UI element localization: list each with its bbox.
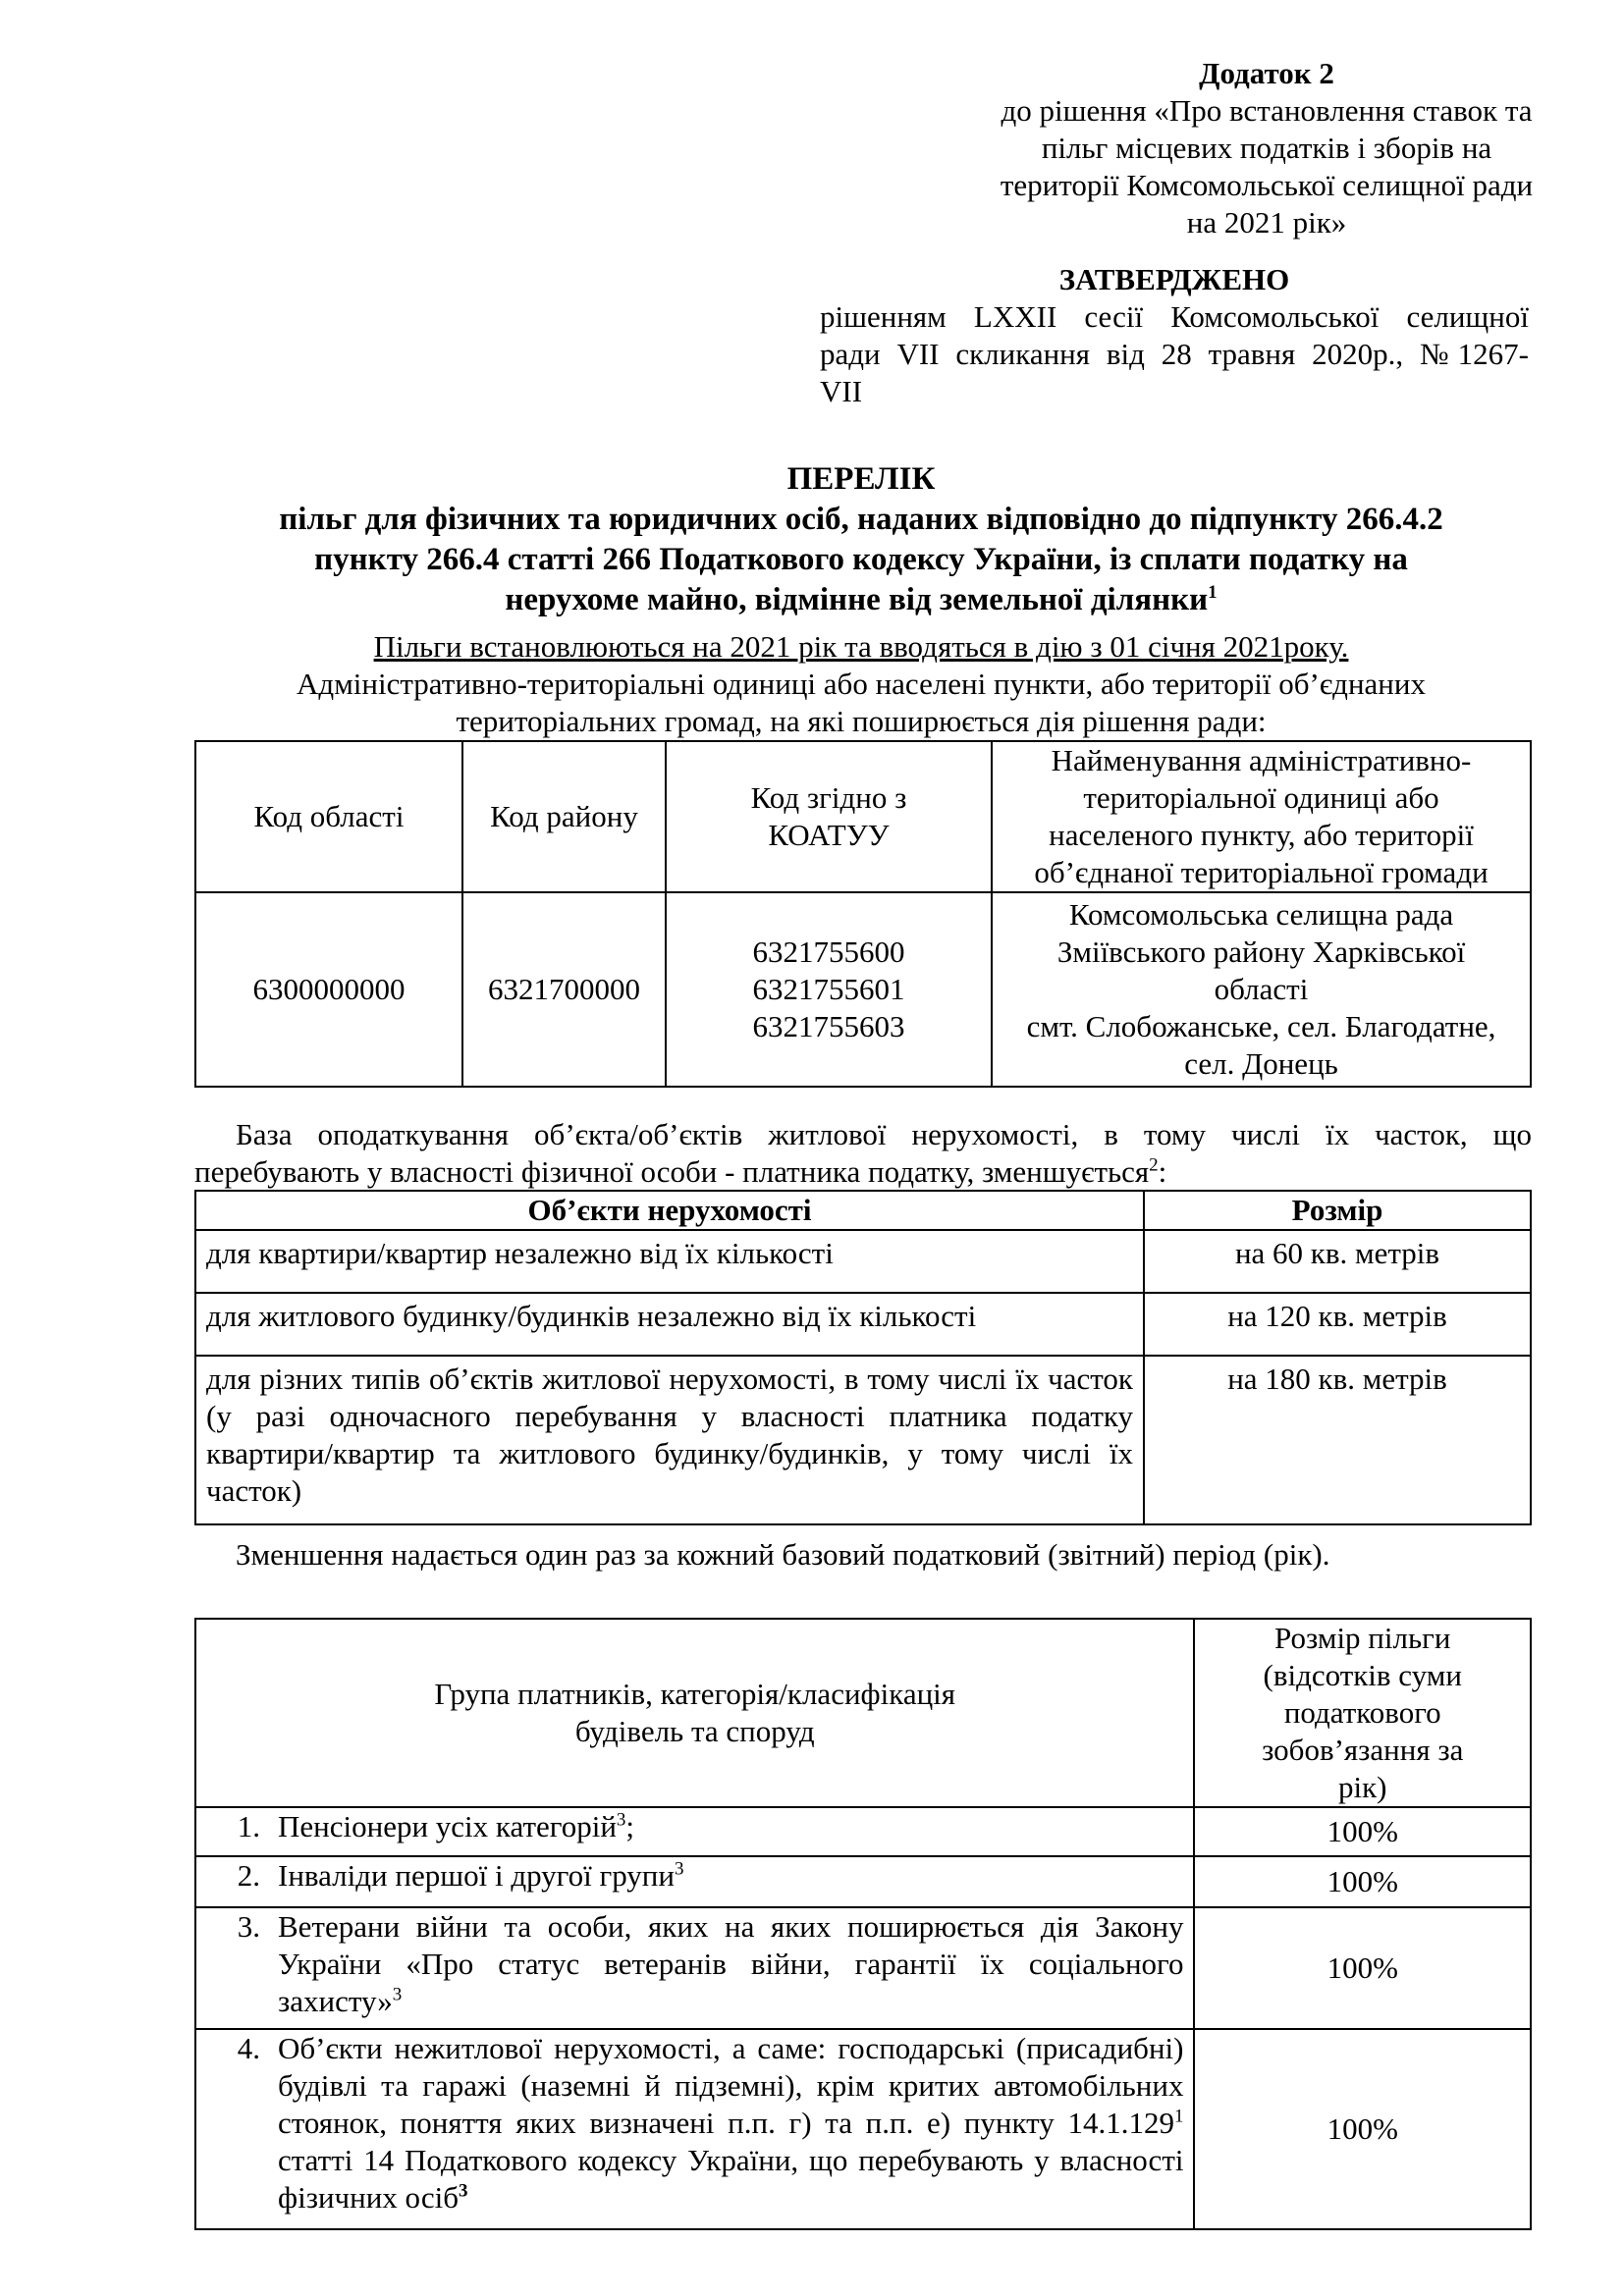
header-district-code: Код району	[462, 741, 666, 892]
property-table	[194, 1190, 1532, 1525]
title-line: пункту 266.4 статті 266 Податкового кодексу України, із сплати податку на	[314, 542, 1408, 577]
row-text: Об’єкти нежитлової нерухомості, а саме: господарські (присадибні) будівлі та гаражі (наземні й підземні), крім критих автомобільних стоянок, поняття яких визначені п.п. г) та п.п. е) пункту 14.1.129	[278, 2031, 1184, 2140]
appendix-title: Додаток 2	[1199, 56, 1334, 90]
table-row	[195, 1230, 1531, 1293]
footnote-mark: 3	[616, 1809, 626, 1831]
district-code: 6321700000	[462, 892, 666, 1087]
approved-block	[820, 261, 1529, 410]
benefit-value: 100%	[1194, 1807, 1531, 1856]
table-row	[195, 1356, 1531, 1524]
benefit-value: 100%	[1194, 1907, 1531, 2029]
row-description	[270, 2029, 1194, 2229]
table-row	[195, 1856, 1531, 1907]
approved-line: ради VII скликання від 28 травня 2020р., №1267-	[820, 337, 1529, 371]
title-heading: ПЕРЕЛІК	[786, 461, 936, 497]
property-object: для квартири/квартир незалежно від їх кількості	[195, 1230, 1144, 1293]
table-row	[195, 1807, 1531, 1856]
header-unit-name: Найменування адміністративно-територіальної одиниці або населеного пункту, або території об’єднаної територіальної громади	[992, 741, 1531, 892]
title-line: нерухоме майно, відмінне від земельної ділянки	[505, 582, 1209, 617]
header-region-code: Код області	[195, 741, 462, 892]
approved-line: рішенням LXXII сесії Комсомольської селищної	[820, 299, 1529, 334]
benefits-table-header	[195, 1619, 1531, 1807]
region-code: 6300000000	[195, 892, 462, 1087]
base-text	[194, 1116, 1532, 1191]
footnote-mark: 1	[1173, 2106, 1184, 2127]
document-title	[147, 459, 1575, 620]
appendix-block	[962, 55, 1571, 241]
property-size: на 180 кв. метрів	[1144, 1356, 1531, 1524]
row-text: Пенсіонери усіх категорій	[278, 1809, 617, 1843]
unit-name	[992, 892, 1531, 1087]
property-object: для житлового будинку/будинків незалежно від їх кількості	[195, 1293, 1144, 1356]
table-row	[195, 892, 1531, 1087]
footnote-mark: 2	[1149, 1154, 1159, 1176]
benefits-table	[194, 1618, 1532, 2230]
unit-name-line: смт. Слобожанське, сел. Благодатне,	[1026, 1009, 1496, 1043]
row-tail: статті 14 Податкового кодексу України, що перебувають у власності фізичних осіб	[278, 2143, 1184, 2215]
property-table-header	[195, 1191, 1531, 1230]
validity-text	[147, 628, 1575, 666]
reduction-note: Зменшення надається один раз за кожний базовий податковий (звітний) період (рік).	[236, 1537, 1330, 1572]
appendix-line: до рішення «Про встановлення ставок та	[1001, 93, 1533, 128]
footnote-mark: 3	[392, 1984, 403, 2005]
row-tail: ;	[625, 1809, 635, 1843]
unit-name-line: Комсомольська селищна рада	[1068, 897, 1454, 932]
territory-intro	[147, 666, 1575, 740]
territory-table-header	[195, 741, 1531, 892]
base-text-tail: :	[1158, 1154, 1167, 1189]
table-row	[195, 1293, 1531, 1356]
row-text: Ветерани війни та особи, яких на яких поширюється дія Закону України «Про статус ветеранів війни, гарантії їх соціального захисту»	[278, 1909, 1184, 2018]
header-size: Розмір	[1144, 1191, 1531, 1230]
appendix-line: на 2021 рік»	[1186, 205, 1347, 240]
property-object: для різних типів об’єктів житлової нерухомості, в тому числі їх часток (у разі одночасного перебування у власності платника податку квартири/квартир та житлового будинку/будинків, у тому числі їх часток)	[195, 1356, 1144, 1524]
koatuu-code: 6321755601	[752, 972, 905, 1006]
title-line-last	[147, 580, 1575, 620]
base-text-line: База оподаткування об’єкта/об’єктів житлової нерухомості, в тому числі їх часток, що	[236, 1117, 1532, 1151]
approved-title: ЗАТВЕРДЖЕНО	[1058, 262, 1290, 296]
base-text-line: перебувають у власності фізичної особи - платника податку, зменшується	[194, 1154, 1150, 1189]
header-payer-group: Група платників, категорія/класифікація будівель та споруд	[195, 1619, 1194, 1807]
table-row	[195, 1907, 1531, 2029]
koatuu-codes	[666, 892, 992, 1087]
property-size: на 120 кв. метрів	[1144, 1293, 1531, 1356]
title-line: пільг для фізичних та юридичних осіб, наданих відповідно до підпункту 266.4.2	[279, 502, 1443, 537]
footnote-mark: 3	[674, 1858, 684, 1880]
base-text-line-2	[194, 1153, 1532, 1191]
footnote-mark: 3	[458, 2180, 468, 2202]
territory-intro-line: територіальних громад, на які поширюється дія рішення ради:	[456, 704, 1267, 738]
benefit-value: 100%	[1194, 2029, 1531, 2229]
row-text: Інваліди першої і другої групи	[278, 1858, 675, 1893]
property-size: на 60 кв. метрів	[1144, 1230, 1531, 1293]
unit-name-line: області	[1214, 972, 1309, 1006]
appendix-line: пільг місцевих податків і зборів на	[1041, 131, 1492, 165]
row-description	[270, 1856, 1194, 1907]
koatuu-code: 6321755600	[752, 934, 905, 969]
benefit-value: 100%	[1194, 1856, 1531, 1907]
appendix-line: території Комсомольської селищної ради	[1000, 168, 1534, 202]
header-objects: Об’єкти нерухомості	[195, 1191, 1144, 1230]
row-number: 1.	[195, 1807, 270, 1856]
approved-line: VII	[820, 374, 863, 408]
header-koatuu: Код згідно з КОАТУУ	[666, 741, 992, 892]
unit-name-line: Зміївського району Харківської	[1056, 934, 1466, 969]
row-number: 2.	[195, 1856, 270, 1907]
footnote-mark: 1	[1208, 582, 1218, 603]
validity-line: Пільги встановлюються на 2021 рік та вводяться в дію з 01 січня 2021року.	[373, 629, 1349, 664]
row-number: 3.	[195, 1907, 270, 2029]
territory-table	[194, 740, 1532, 1088]
koatuu-code: 6321755603	[752, 1009, 905, 1043]
row-description	[270, 1907, 1194, 2029]
header-benefit-size: Розмір пільги (відсотків суми податкового зобов’язання за рік)	[1194, 1619, 1531, 1807]
row-description	[270, 1807, 1194, 1856]
row-number: 4.	[195, 2029, 270, 2229]
territory-intro-line: Адміністративно-територіальні одиниці або населені пункти, або території об’єднаних	[297, 667, 1426, 701]
table-row	[195, 2029, 1531, 2229]
unit-name-line: сел. Донець	[1184, 1046, 1338, 1081]
